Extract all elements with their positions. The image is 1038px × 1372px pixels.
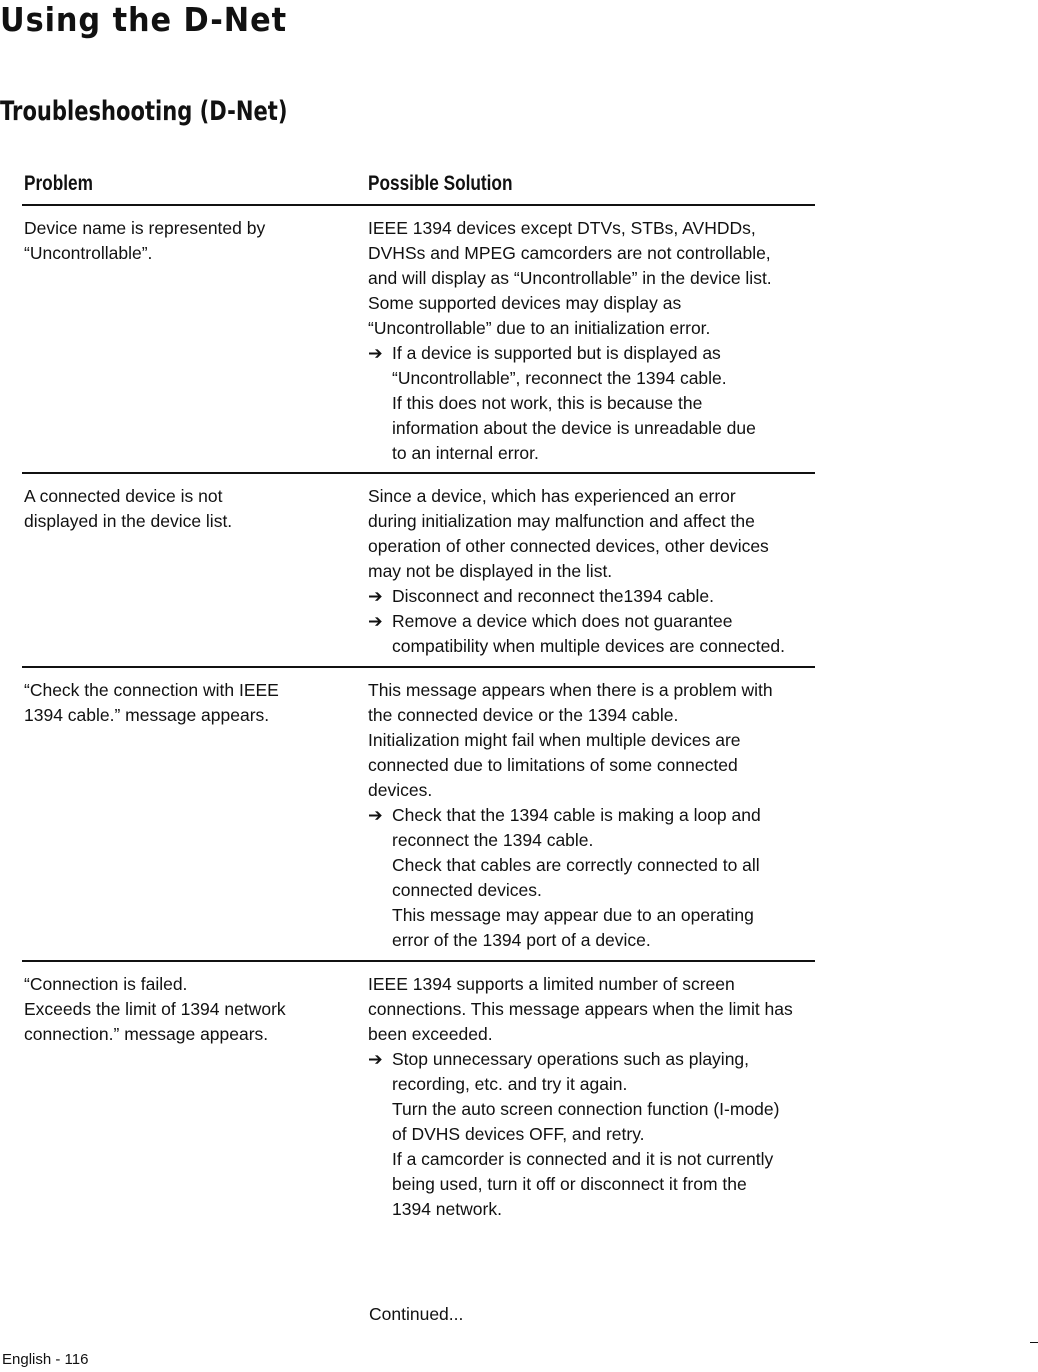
arrow-right-icon: ➔	[368, 805, 383, 825]
step-text: Disconnect and reconnect the1394 cable.	[392, 586, 715, 606]
solution-step-line	[368, 853, 818, 878]
table-row	[22, 474, 815, 668]
solution-step-line	[368, 584, 818, 609]
table-body	[22, 206, 815, 1262]
solution-step-line	[368, 366, 818, 391]
step-text: Check that cables are correctly connected to all	[392, 855, 760, 875]
solution-line: This message appears when there is a problem with	[368, 680, 773, 700]
problem-line: A connected device is not	[24, 486, 223, 506]
problem-line: Device name is represented by	[24, 218, 266, 238]
section-title: Troubleshooting (D-Net)	[0, 96, 288, 127]
page-footer: English - 116	[2, 1351, 89, 1368]
step-text: Stop unnecessary operations such as playing,	[392, 1049, 750, 1069]
table-row	[22, 962, 815, 1262]
step-text: connected devices.	[392, 880, 542, 900]
problem-cell	[24, 972, 344, 1047]
solution-line: the connected device or the 1394 cable.	[368, 705, 679, 725]
step-text: error of the 1394 port of a device.	[392, 930, 651, 950]
arrow-right-icon: ➔	[368, 1049, 383, 1069]
step-text: information about the device is unreadable due	[392, 418, 756, 438]
solution-step-line	[368, 1172, 818, 1197]
solution-line: connected due to limitations of some connected	[368, 755, 738, 775]
solution-cell	[368, 678, 818, 953]
solution-line: DVHSs and MPEG camcorders are not controllable,	[368, 243, 771, 263]
solution-cell	[368, 216, 818, 466]
arrow-right-icon: ➔	[368, 611, 383, 631]
step-text: “Uncontrollable”, reconnect the 1394 cable.	[392, 368, 727, 388]
step-text: If this does not work, this is because the	[392, 393, 703, 413]
solution-step-line	[368, 634, 818, 659]
problem-cell	[24, 484, 344, 534]
solution-step-line	[368, 341, 818, 366]
column-header-solution: Possible Solution	[368, 172, 513, 195]
solution-step-line	[368, 609, 818, 634]
step-text: reconnect the 1394 cable.	[392, 830, 594, 850]
step-text: Remove a device which does not guarantee	[392, 611, 733, 631]
step-text: compatibility when multiple devices are connected.	[392, 636, 785, 656]
solution-step-line	[368, 1147, 818, 1172]
corner-mark	[1030, 1342, 1038, 1343]
table-row	[22, 668, 815, 962]
solution-step-line	[368, 391, 818, 416]
solution-step-line	[368, 416, 818, 441]
solution-step-line	[368, 928, 818, 953]
arrow-right-icon: ➔	[368, 343, 383, 363]
column-header-problem: Problem	[24, 172, 93, 195]
solution-line: Initialization might fail when multiple devices are	[368, 730, 741, 750]
solution-step-line	[368, 1047, 818, 1072]
solution-step-line	[368, 441, 818, 466]
step-text: Turn the auto screen connection function (I-mode)	[392, 1099, 780, 1119]
solution-line: been exceeded.	[368, 1024, 493, 1044]
solution-line: Since a device, which has experienced an error	[368, 486, 736, 506]
solution-line: during initialization may malfunction and affect the	[368, 511, 755, 531]
solution-line: Some supported devices may display as	[368, 293, 682, 313]
solution-line: operation of other connected devices, other devices	[368, 536, 769, 556]
step-text: 1394 network.	[392, 1199, 502, 1219]
problem-line: displayed in the device list.	[24, 511, 233, 531]
solution-cell	[368, 484, 818, 659]
solution-line: IEEE 1394 supports a limited number of screen	[368, 974, 735, 994]
arrow-right-icon: ➔	[368, 586, 383, 606]
problem-line: Exceeds the limit of 1394 network	[24, 999, 286, 1019]
problem-line: “Uncontrollable”.	[24, 243, 153, 263]
step-text: If a camcorder is connected and it is not currently	[392, 1149, 774, 1169]
solution-step-line	[368, 878, 818, 903]
troubleshooting-table	[22, 168, 815, 1262]
solution-line: may not be displayed in the list.	[368, 561, 613, 581]
solution-step-line	[368, 1197, 818, 1222]
solution-step-line	[368, 1122, 818, 1147]
step-text: being used, turn it off or disconnect it from the	[392, 1174, 747, 1194]
solution-step-line	[368, 1097, 818, 1122]
solution-line: and will display as “Uncontrollable” in the device list.	[368, 268, 772, 288]
continued-note: Continued...	[369, 1304, 464, 1324]
problem-line: connection.” message appears.	[24, 1024, 269, 1044]
solution-line: IEEE 1394 devices except DTVs, STBs, AVHDDs,	[368, 218, 756, 238]
solution-line: “Uncontrollable” due to an initialization error.	[368, 318, 711, 338]
step-text: to an internal error.	[392, 443, 539, 463]
problem-cell	[24, 216, 344, 266]
solution-line: connections. This message appears when the limit has	[368, 999, 793, 1019]
step-text: Check that the 1394 cable is making a loop and	[392, 805, 761, 825]
step-text: If a device is supported but is displayed as	[392, 343, 721, 363]
table-row	[22, 206, 815, 474]
solution-cell	[368, 972, 818, 1222]
problem-line: 1394 cable.” message appears.	[24, 705, 270, 725]
table-header	[22, 168, 815, 206]
step-text: This message may appear due to an operating	[392, 905, 754, 925]
step-text: of DVHS devices OFF, and retry.	[392, 1124, 645, 1144]
solution-step-line	[368, 903, 818, 928]
solution-line: devices.	[368, 780, 433, 800]
problem-line: “Check the connection with IEEE	[24, 680, 279, 700]
solution-step-line	[368, 803, 818, 828]
step-text: recording, etc. and try it again.	[392, 1074, 628, 1094]
page-title: Using the D-Net	[0, 0, 288, 39]
solution-step-line	[368, 828, 818, 853]
problem-line: “Connection is failed.	[24, 974, 188, 994]
problem-cell	[24, 678, 344, 728]
solution-step-line	[368, 1072, 818, 1097]
